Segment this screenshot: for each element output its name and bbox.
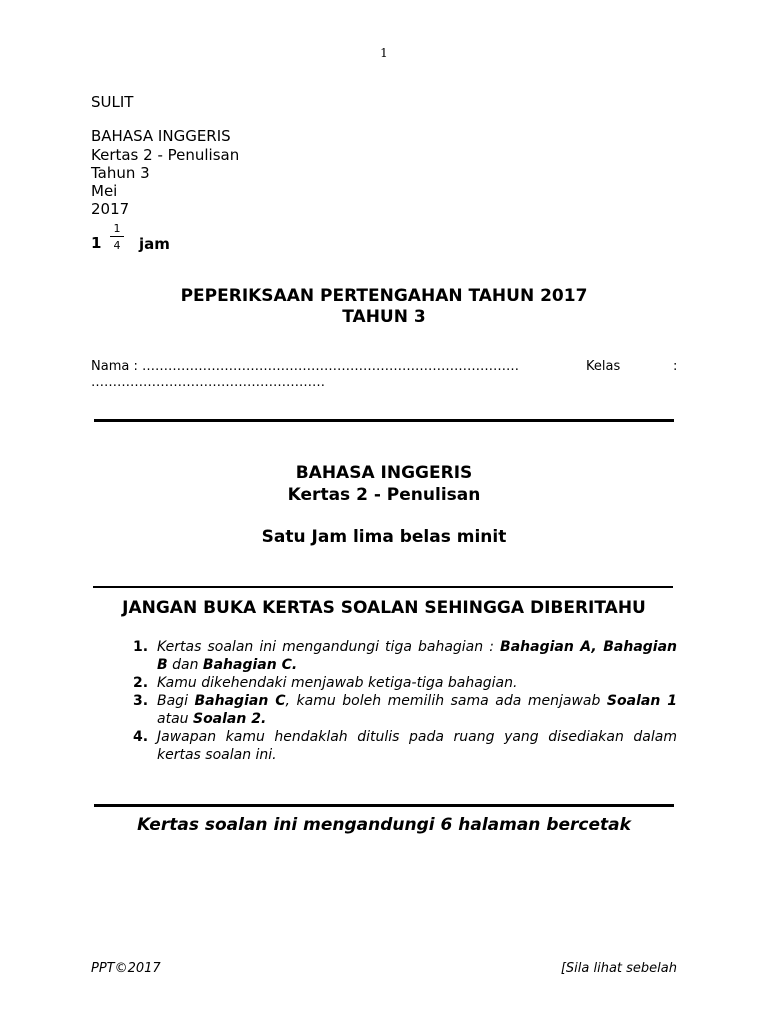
instruction-text: Bagi — [157, 693, 195, 709]
exam-year-level: TAHUN 3 — [342, 307, 426, 327]
instruction-number: 2. — [133, 675, 149, 691]
instruction-text: Soalan 2. — [192, 711, 267, 727]
instruction-text: Jawapan kamu hendaklah ditulis pada ruang yang disediakan dalam kertas soalan ini. — [157, 729, 677, 763]
instruction-text: dan — [167, 657, 203, 673]
classification-label: SULIT — [91, 93, 134, 111]
instruction-item — [128, 692, 677, 728]
header-subject: BAHASA INGGERIS — [91, 127, 231, 145]
instruction-item — [128, 674, 677, 692]
page-number: 1 — [380, 46, 388, 60]
instruction-text: Kertas soalan ini mengandungi tiga bahagian : — [157, 639, 501, 655]
divider-middle — [93, 586, 673, 588]
footer-turn-over: [Sila lihat sebelah — [560, 961, 677, 976]
header-month: Mei — [91, 182, 118, 200]
student-info — [91, 359, 677, 391]
subject-title: BAHASA INGGERIS — [295, 463, 473, 483]
page-count-note: Kertas soalan ini mengandungi 6 halaman bercetak — [137, 815, 631, 835]
duration-numerator: 1 — [113, 222, 121, 235]
instruction-item — [128, 728, 677, 764]
instructions-list — [128, 638, 677, 764]
instruction-text: Bahagian C. — [202, 657, 298, 673]
footer-copyright: PPT©2017 — [91, 961, 161, 976]
instruction-text: , kamu boleh memilih sama ada menjawab — [285, 693, 607, 709]
name-field[interactable]: Nama : …………………………………………………………………………… — [91, 359, 519, 374]
instruction-number: 3. — [133, 693, 149, 709]
duration-whole: 1 — [91, 234, 102, 252]
instruction-text: Bahagian C — [194, 693, 286, 709]
class-colon: : — [673, 359, 678, 374]
header-year-level: Tahun 3 — [91, 164, 150, 182]
duration-fraction — [110, 222, 124, 252]
paper-title: Kertas 2 - Penulisan — [287, 485, 481, 505]
class-label: Kelas — [586, 359, 621, 374]
instructions-heading: JANGAN BUKA KERTAS SOALAN SEHINGGA DIBERITAHU — [122, 598, 646, 618]
instruction-item — [128, 638, 677, 674]
instruction-text: Bahagian A, Bahagian B — [157, 639, 677, 673]
duration-text: Satu Jam lima belas minit — [261, 527, 507, 547]
divider-top — [94, 419, 674, 422]
header-paper: Kertas 2 - Penulisan — [91, 146, 240, 164]
instruction-text: Soalan 1 — [606, 693, 677, 709]
fraction-bar — [110, 236, 124, 237]
class-field[interactable]: ……………………………………………… — [91, 375, 325, 390]
instruction-number: 4. — [133, 729, 149, 745]
header-year: 2017 — [91, 200, 130, 218]
instruction-text: Kamu dikehendaki menjawab ketiga-tiga bahagian. — [157, 675, 518, 691]
instruction-text: atau — [157, 711, 193, 727]
instruction-number: 1. — [133, 639, 149, 655]
duration-denominator: 4 — [113, 239, 121, 252]
duration-unit: jam — [139, 235, 170, 253]
exam-title: PEPERIKSAAN PERTENGAHAN TAHUN 2017 — [180, 286, 588, 306]
divider-bottom — [94, 804, 674, 807]
